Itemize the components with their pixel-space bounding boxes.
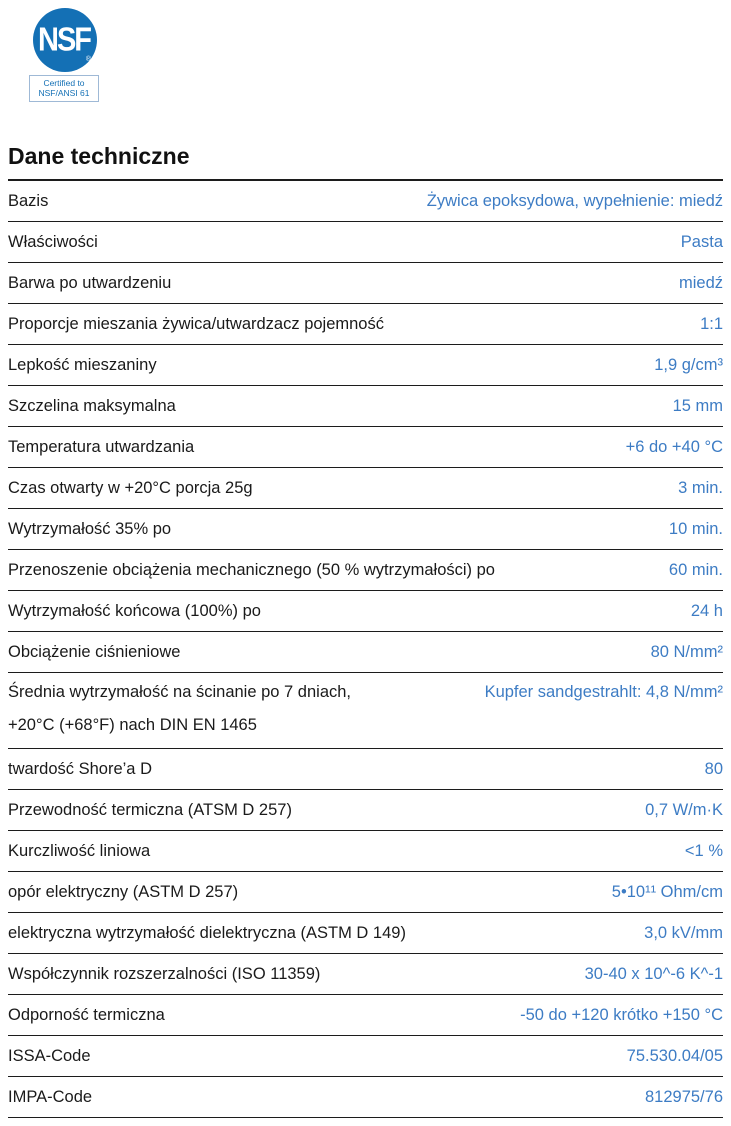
table-row [8,468,723,509]
row-label [8,801,292,820]
row-label-line1: Odporność termiczna [8,1005,165,1024]
table-row [8,673,723,749]
row-value: 3,0 kV/mm [644,923,723,942]
row-value: 3 min. [678,478,723,497]
row-value: 1:1 [700,314,723,333]
row-label-line1: ISSA-Code [8,1046,91,1065]
row-label [8,760,152,779]
table-row [8,995,723,1036]
row-value: miedź [678,273,723,292]
row-label [8,965,320,984]
table-row [8,345,723,386]
row-label-line1: Przenoszenie obciążenia mechanicznego (50 % wytrzymałości) po [8,560,495,579]
nsf-certified-badge [29,75,99,102]
row-value: <1 % [684,841,723,860]
row-value: 80 [704,759,723,778]
table-row [8,550,723,591]
row-label-line1: Wytrzymałość końcowa (100%) po [8,601,261,620]
table-row [8,509,723,550]
row-label [8,676,351,742]
row-label-line1: Czas otwarty w +20°C porcja 25g [8,478,253,497]
row-label-line1: Współczynnik rozszerzalności (ISO 11359) [8,964,321,983]
row-value: 5•10¹¹ Ohm/cm [611,882,723,901]
row-label [8,842,150,861]
row-label-line1: Proporcje mieszania żywica/utwardzacz pojemność [8,314,384,333]
row-label-line1: Kurczliwość liniowa [8,841,151,860]
nsf-logo-text: NSF [38,21,90,58]
row-label-line1: Średnia wytrzymałość na ścinanie po 7 dniach, [8,683,352,701]
row-label-line1: Bazis [8,191,49,210]
row-label [8,602,261,621]
table-row [8,304,723,345]
row-label-line1: Właściwości [8,232,98,251]
row-value: 24 h [690,601,723,620]
row-label [8,883,238,902]
row-value: 15 mm [672,396,723,415]
table-row [8,831,723,872]
row-label [8,520,171,539]
row-value: +6 do +40 °C [625,437,723,456]
row-label [8,1047,91,1066]
tech-table [8,179,723,1118]
table-row [8,1036,723,1077]
nsf-certified-line1: Certified to [43,78,85,88]
row-label [8,924,406,943]
row-label [8,233,98,252]
row-label [8,1088,92,1107]
row-label [8,356,157,375]
row-label-line1: Barwa po utwardzeniu [8,273,172,292]
row-value: 10 min. [668,519,723,538]
table-row [8,632,723,673]
page-title: Dane techniczne [8,143,190,169]
row-value: 80 N/mm² [650,642,723,661]
table-row [8,913,723,954]
row-value: Żywica epoksydowa, wypełnienie: miedź [426,191,723,210]
table-row [8,181,723,222]
row-value: 1,9 g/cm³ [654,355,723,374]
row-label [8,1006,165,1025]
row-label-line1: Lepkość mieszaniny [8,355,157,374]
table-row [8,749,723,790]
table-row [8,1077,723,1118]
table-row [8,427,723,468]
row-label [8,274,171,293]
registered-trademark-icon: ® [85,56,91,63]
row-value: Kupfer sandgestrahlt: 4,8 N/mm² [484,683,723,701]
row-label [8,192,48,211]
row-value: 812975/76 [645,1087,723,1106]
row-label [8,397,176,416]
table-row [8,591,723,632]
table-row [8,386,723,427]
row-value: 60 min. [668,560,723,579]
row-label-line1: Przewodność termiczna (ATSM D 257) [8,800,292,819]
row-label [8,438,194,457]
row-label-line1: Obciążenie ciśnieniowe [8,642,181,661]
row-value: 30-40 x 10^-6 K^-1 [584,964,723,983]
row-label-line1: twardość Shore’a D [8,759,152,778]
row-label-line1: opór elektryczny (ASTM D 257) [8,882,239,901]
row-label [8,315,384,334]
row-label [8,561,495,580]
row-label-line1: Szczelina maksymalna [8,396,176,415]
row-label [8,643,180,662]
row-value: 0,7 W/m·K [645,800,723,819]
row-label-line1: elektryczna wytrzymałość dielektryczna (ASTM D 149) [8,923,406,942]
table-row [8,954,723,995]
row-value: 75.530.04/05 [626,1046,723,1065]
table-row [8,263,723,304]
table-row [8,222,723,263]
row-label [8,479,253,498]
table-row [8,872,723,913]
row-label-line1: IMPA-Code [8,1087,93,1106]
nsf-logo-icon [33,8,97,72]
row-label-line1: Temperatura utwardzania [8,437,195,456]
row-label-line2: +20°C (+68°F) nach DIN EN 1465 [8,716,257,734]
table-row [8,790,723,831]
row-label-line1: Wytrzymałość 35% po [8,519,172,538]
nsf-certified-line2: NSF/ANSI 61 [38,88,90,98]
nsf-logo [29,8,99,102]
row-value: Pasta [680,232,723,251]
row-value: -50 do +120 krótko +150 °C [520,1005,723,1024]
